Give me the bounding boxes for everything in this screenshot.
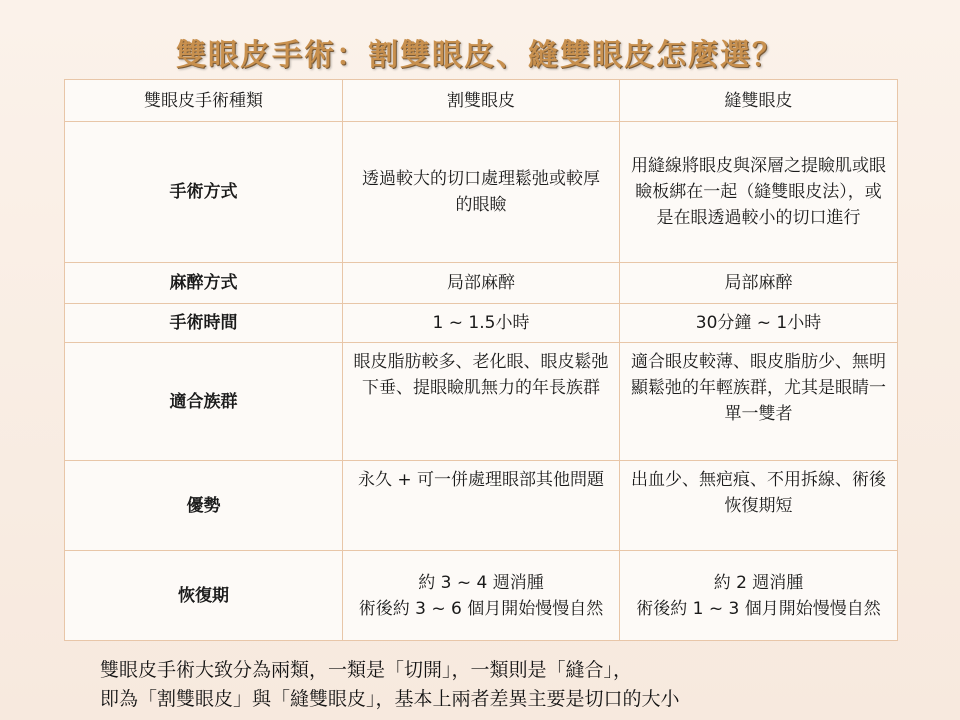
table-cell [343, 122, 620, 263]
row-label: 優勢 [65, 461, 343, 551]
cell-text: 約 3 ~ 4 週消腫 [418, 572, 544, 593]
table-row [65, 461, 898, 551]
table-cell [343, 461, 620, 551]
table-row [65, 343, 898, 461]
footer-line: 即為「割雙眼皮」與「縫雙眼皮」，基本上兩者差異主要是切口的大小 [100, 688, 680, 710]
table-cell [620, 461, 898, 551]
cell-text: 約 2 週消腫 [713, 572, 804, 593]
table-row [65, 551, 898, 641]
row-label: 麻醉方式 [65, 263, 343, 304]
row-label: 手術方式 [65, 122, 343, 263]
header-incision: 割雙眼皮 [343, 80, 620, 122]
footer-note [100, 656, 680, 714]
cell-text: 術後約 3 ~ 6 個月開始慢慢自然 [358, 598, 604, 619]
table-row [65, 122, 898, 263]
table-cell: 30分鐘 ~ 1小時 [620, 304, 898, 343]
table-cell: 局部麻醉 [620, 263, 898, 304]
cell-text: 術後約 1 ~ 3 個月開始慢慢自然 [636, 598, 881, 619]
cell-text: 眼皮脂肪較多、老化眼、眼皮鬆弛下垂、提眼瞼肌無力的年長族群 [353, 352, 609, 398]
header-surgery-type: 雙眼皮手術種類 [65, 80, 343, 122]
footer-line: 雙眼皮手術大致分為兩類，一類是「切開」，一類則是「縫合」， [100, 659, 633, 681]
row-label: 手術時間 [65, 304, 343, 343]
cell-text: 用縫線將眼皮與深層之提瞼肌或眼瞼板綁在一起（縫雙眼皮法），或是在眼透過較小的切口進行 [631, 156, 886, 228]
cell-text: 適合眼皮較薄、眼皮脂肪少、無明顯鬆弛的年輕族群，尤其是眼睛一單一雙者 [631, 352, 886, 424]
row-label: 適合族群 [65, 343, 343, 461]
table-cell: 1 ~ 1.5小時 [343, 304, 620, 343]
row-label: 恢復期 [65, 551, 343, 641]
table-cell [620, 551, 898, 641]
table-row [65, 263, 898, 304]
table-cell [343, 551, 620, 641]
cell-text: 永久 + 可一併處理眼部其他問題 [357, 470, 605, 490]
table-cell [620, 122, 898, 263]
page-title: 雙眼皮手術：割雙眼皮、縫雙眼皮怎麼選？ [176, 38, 784, 73]
comparison-table [64, 79, 898, 641]
table-cell: 局部麻醉 [343, 263, 620, 304]
header-suture: 縫雙眼皮 [620, 80, 898, 122]
cell-text: 出血少、無疤痕、不用拆線、術後恢復期短 [631, 470, 886, 516]
table-cell [343, 343, 620, 461]
table-header-row [65, 80, 898, 122]
table-cell [620, 343, 898, 461]
cell-text: 透過較大的切口處理鬆弛或較厚的眼瞼 [362, 169, 600, 215]
table-row [65, 304, 898, 343]
